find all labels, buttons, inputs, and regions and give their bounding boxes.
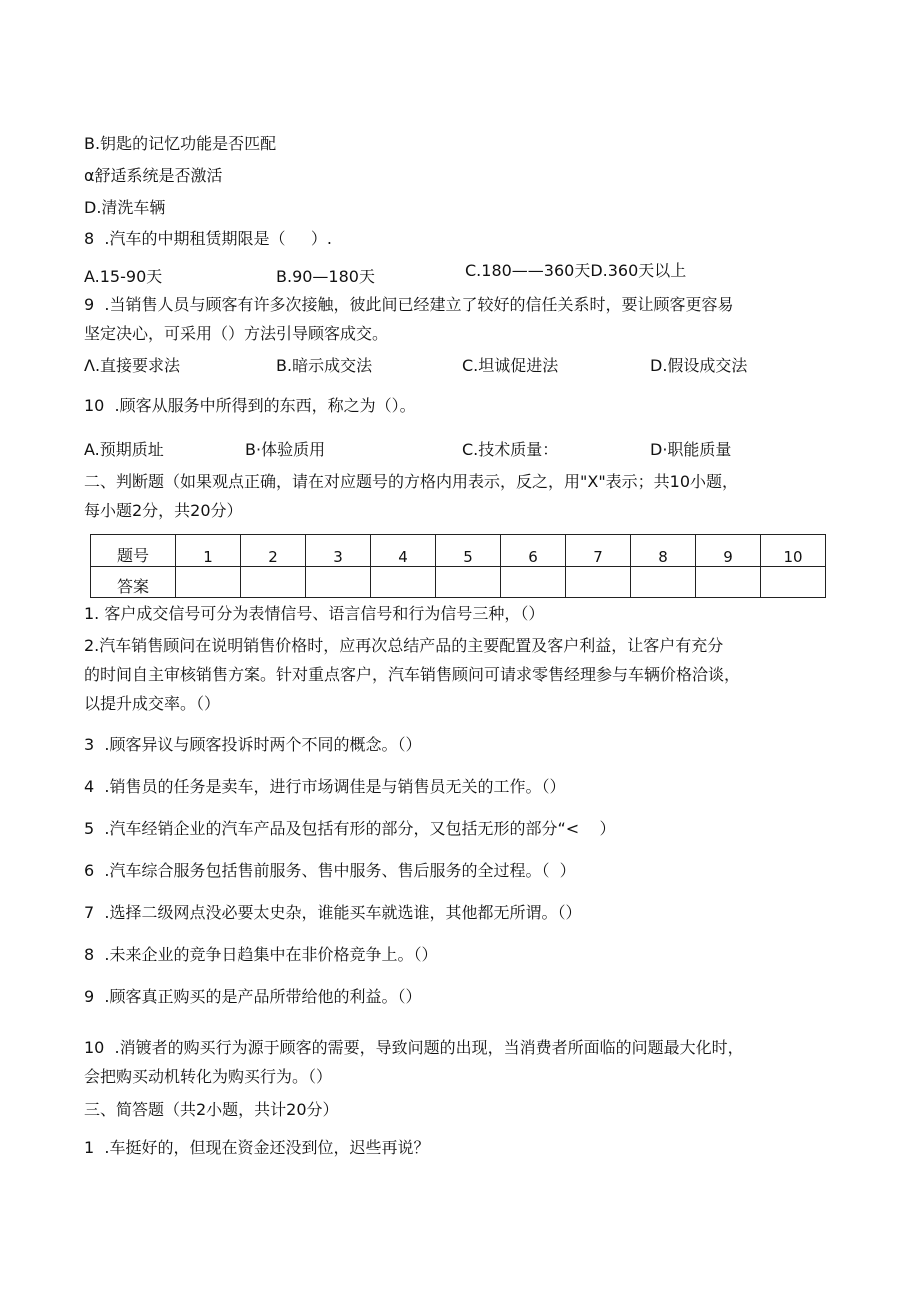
q9-stem-line1: 9 .当销售人员与顾客有许多次接触，彼此间已经建立了较好的信任关系时，要让顾客更容易: [84, 295, 734, 314]
table-number-10: 10: [761, 535, 826, 567]
answer-cell[interactable]: [306, 567, 371, 598]
judge-item-1: 1. 客户成交信号可分为表情信号、语言信号和行为信号三种，（）: [84, 604, 545, 623]
judge-item-8: 8 .未来企业的竞争日趋集中在非价格竞争上。（）: [84, 945, 438, 964]
table-row-answers: [91, 567, 826, 598]
q8-option-a: A.15-90天: [84, 267, 163, 286]
table-number-5: 5: [436, 535, 501, 567]
judge-item-4: 4 .销售员的任务是卖车，进行市场调佳是与销售员无关的工作。（）: [84, 777, 566, 796]
section3-title: 三、简答题（共2小题，共计20分）: [84, 1100, 339, 1119]
q10-option-d: D·职能质量: [650, 440, 732, 459]
table-number-3: 3: [306, 535, 371, 567]
q8-stem: 8 .汽车的中期租赁期限是（ ）.: [84, 229, 332, 248]
q7-option-c: α舒适系统是否激活: [84, 166, 223, 185]
judge-item-3: 3 .顾客异议与顾客投诉时两个不同的概念。（）: [84, 735, 422, 754]
section2-title-line2: 每小题2分，共20分）: [84, 501, 243, 520]
answer-cell[interactable]: [501, 567, 566, 598]
table-answer-label: 答案: [91, 567, 176, 598]
answer-cell[interactable]: [566, 567, 631, 598]
answer-cell[interactable]: [176, 567, 241, 598]
q9-option-b: B.暗示成交法: [276, 356, 373, 375]
judge-item-10-line2: 会把购买动机转化为购买行为。（）: [84, 1067, 333, 1086]
table-number-1: 1: [176, 535, 241, 567]
judge-item-2-line1: 2.汽车销售顾问在说明销售价格时，应再次总结产品的主要配置及客户利益，让客户有充分: [84, 636, 724, 655]
q9-stem-line2: 坚定决心，可采用（）方法引导顾客成交。: [84, 324, 389, 343]
q10-option-b: B·体验质用: [245, 440, 326, 459]
q9-option-d: D.假设成交法: [650, 356, 748, 375]
q9-option-a: Λ.直接要求法: [84, 356, 181, 375]
judge-item-7: 7 .选择二级网点没必要太史杂，谁能买车就选谁，其他都无所谓。（）: [84, 903, 582, 922]
q10-option-a: A.预期质址: [84, 440, 164, 459]
answer-cell[interactable]: [241, 567, 306, 598]
section2-title-line1: 二、判断题（如果观点正确，请在对应题号的方格内用表示，反之，用"X"表示；共10小题，: [84, 472, 739, 491]
table-row-numbers: [91, 535, 826, 567]
answer-cell[interactable]: [696, 567, 761, 598]
judge-item-10-line1: 10 .消镀者的购买行为源于顾客的需要，导致问题的出现，当消费者所面临的问题最大化时，: [84, 1038, 744, 1057]
section3-question-1: 1 .车挺好的，但现在资金还没到位，迟些再说？: [84, 1138, 430, 1157]
q9-option-c: C.坦诚促进法: [462, 356, 559, 375]
q7-option-d: D.清洗车辆: [84, 198, 166, 217]
table-number-2: 2: [241, 535, 306, 567]
judge-item-9: 9 .顾客真正购买的是产品所带给他的利益。（）: [84, 987, 422, 1006]
judge-item-2-line2: 的时间自主审核销售方案。针对重点客户，汽车销售顾问可请求零售经理参与车辆价格洽谈，: [84, 665, 741, 684]
q10-option-c: C.技术质量：: [462, 440, 559, 459]
table-number-7: 7: [566, 535, 631, 567]
table-number-9: 9: [696, 535, 761, 567]
q8-option-b: B.90—180天: [276, 267, 375, 286]
answer-cell[interactable]: [631, 567, 696, 598]
judge-item-5: 5 .汽车经销企业的汽车产品及包括有形的部分，又包括无形的部分“< ）: [84, 819, 616, 838]
table-number-4: 4: [371, 535, 436, 567]
q7-option-b: B.钥匙的记忆功能是否匹配: [84, 134, 277, 153]
q10-stem: 10 .顾客从服务中所得到的东西，称之为（）。: [84, 396, 416, 415]
table-number-8: 8: [631, 535, 696, 567]
judge-item-6: 6 .汽车综合服务包括售前服务、售中服务、售后服务的全过程。（ ）: [84, 861, 576, 880]
q8-option-cd: C.180——360天D.360天以上: [465, 261, 687, 280]
table-number-6: 6: [501, 535, 566, 567]
answer-cell[interactable]: [371, 567, 436, 598]
table-header-label: 题号: [91, 535, 176, 567]
answer-cell[interactable]: [761, 567, 826, 598]
judge-item-2-line3: 以提升成交率。（）: [84, 694, 221, 713]
answer-cell[interactable]: [436, 567, 501, 598]
answer-table: [90, 534, 826, 598]
